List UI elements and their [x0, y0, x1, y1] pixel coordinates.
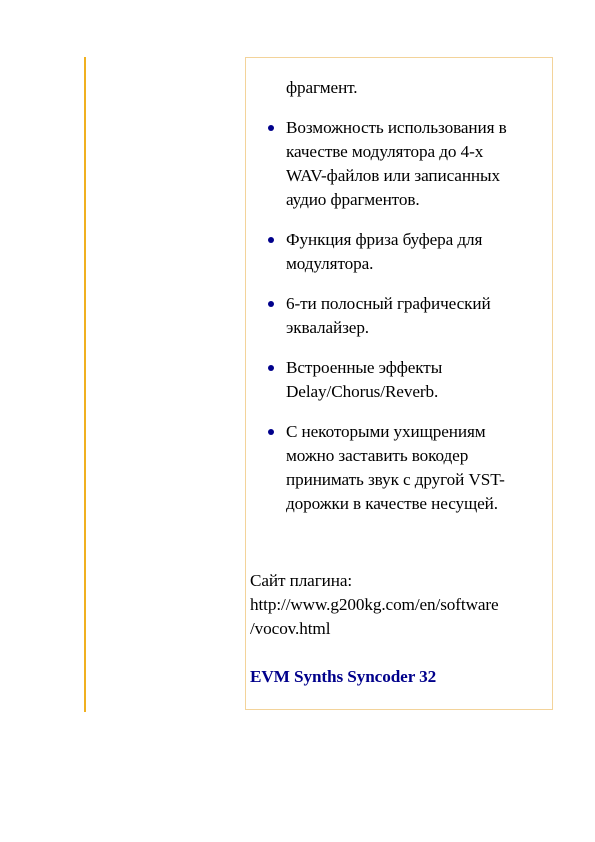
document-content	[250, 76, 552, 689]
left-margin-rule	[84, 57, 86, 712]
bullet-icon	[268, 301, 274, 307]
list-item: Функция фриза буфера для модулятора.	[250, 228, 552, 276]
continuation-text: фрагмент.	[286, 78, 358, 97]
list-item: Возможность использования в качестве модулятора до 4-х WAV-файлов или записанных аудио фрагментов.	[250, 116, 552, 212]
bullet-icon	[268, 125, 274, 131]
site-url[interactable]: http://www.g200kg.com/en/software /vocov.html	[250, 595, 499, 638]
product-heading: EVM Synths Syncoder 32	[250, 667, 437, 686]
bullet-icon	[268, 237, 274, 243]
site-label: Сайт плагина:	[250, 571, 353, 590]
plugin-site	[250, 569, 552, 641]
list-item: 6-ти полосный графический эквалайзер.	[250, 292, 552, 340]
feature-list	[250, 116, 552, 516]
bullet-icon	[268, 429, 274, 435]
list-item: С некоторыми ухищрениям можно заставить вокодер принимать звук с другой VST- дорожки в качестве несущей.	[250, 420, 552, 516]
list-item: Встроенные эффекты Delay/Chorus/Reverb.	[250, 356, 552, 404]
bullet-icon	[268, 365, 274, 371]
